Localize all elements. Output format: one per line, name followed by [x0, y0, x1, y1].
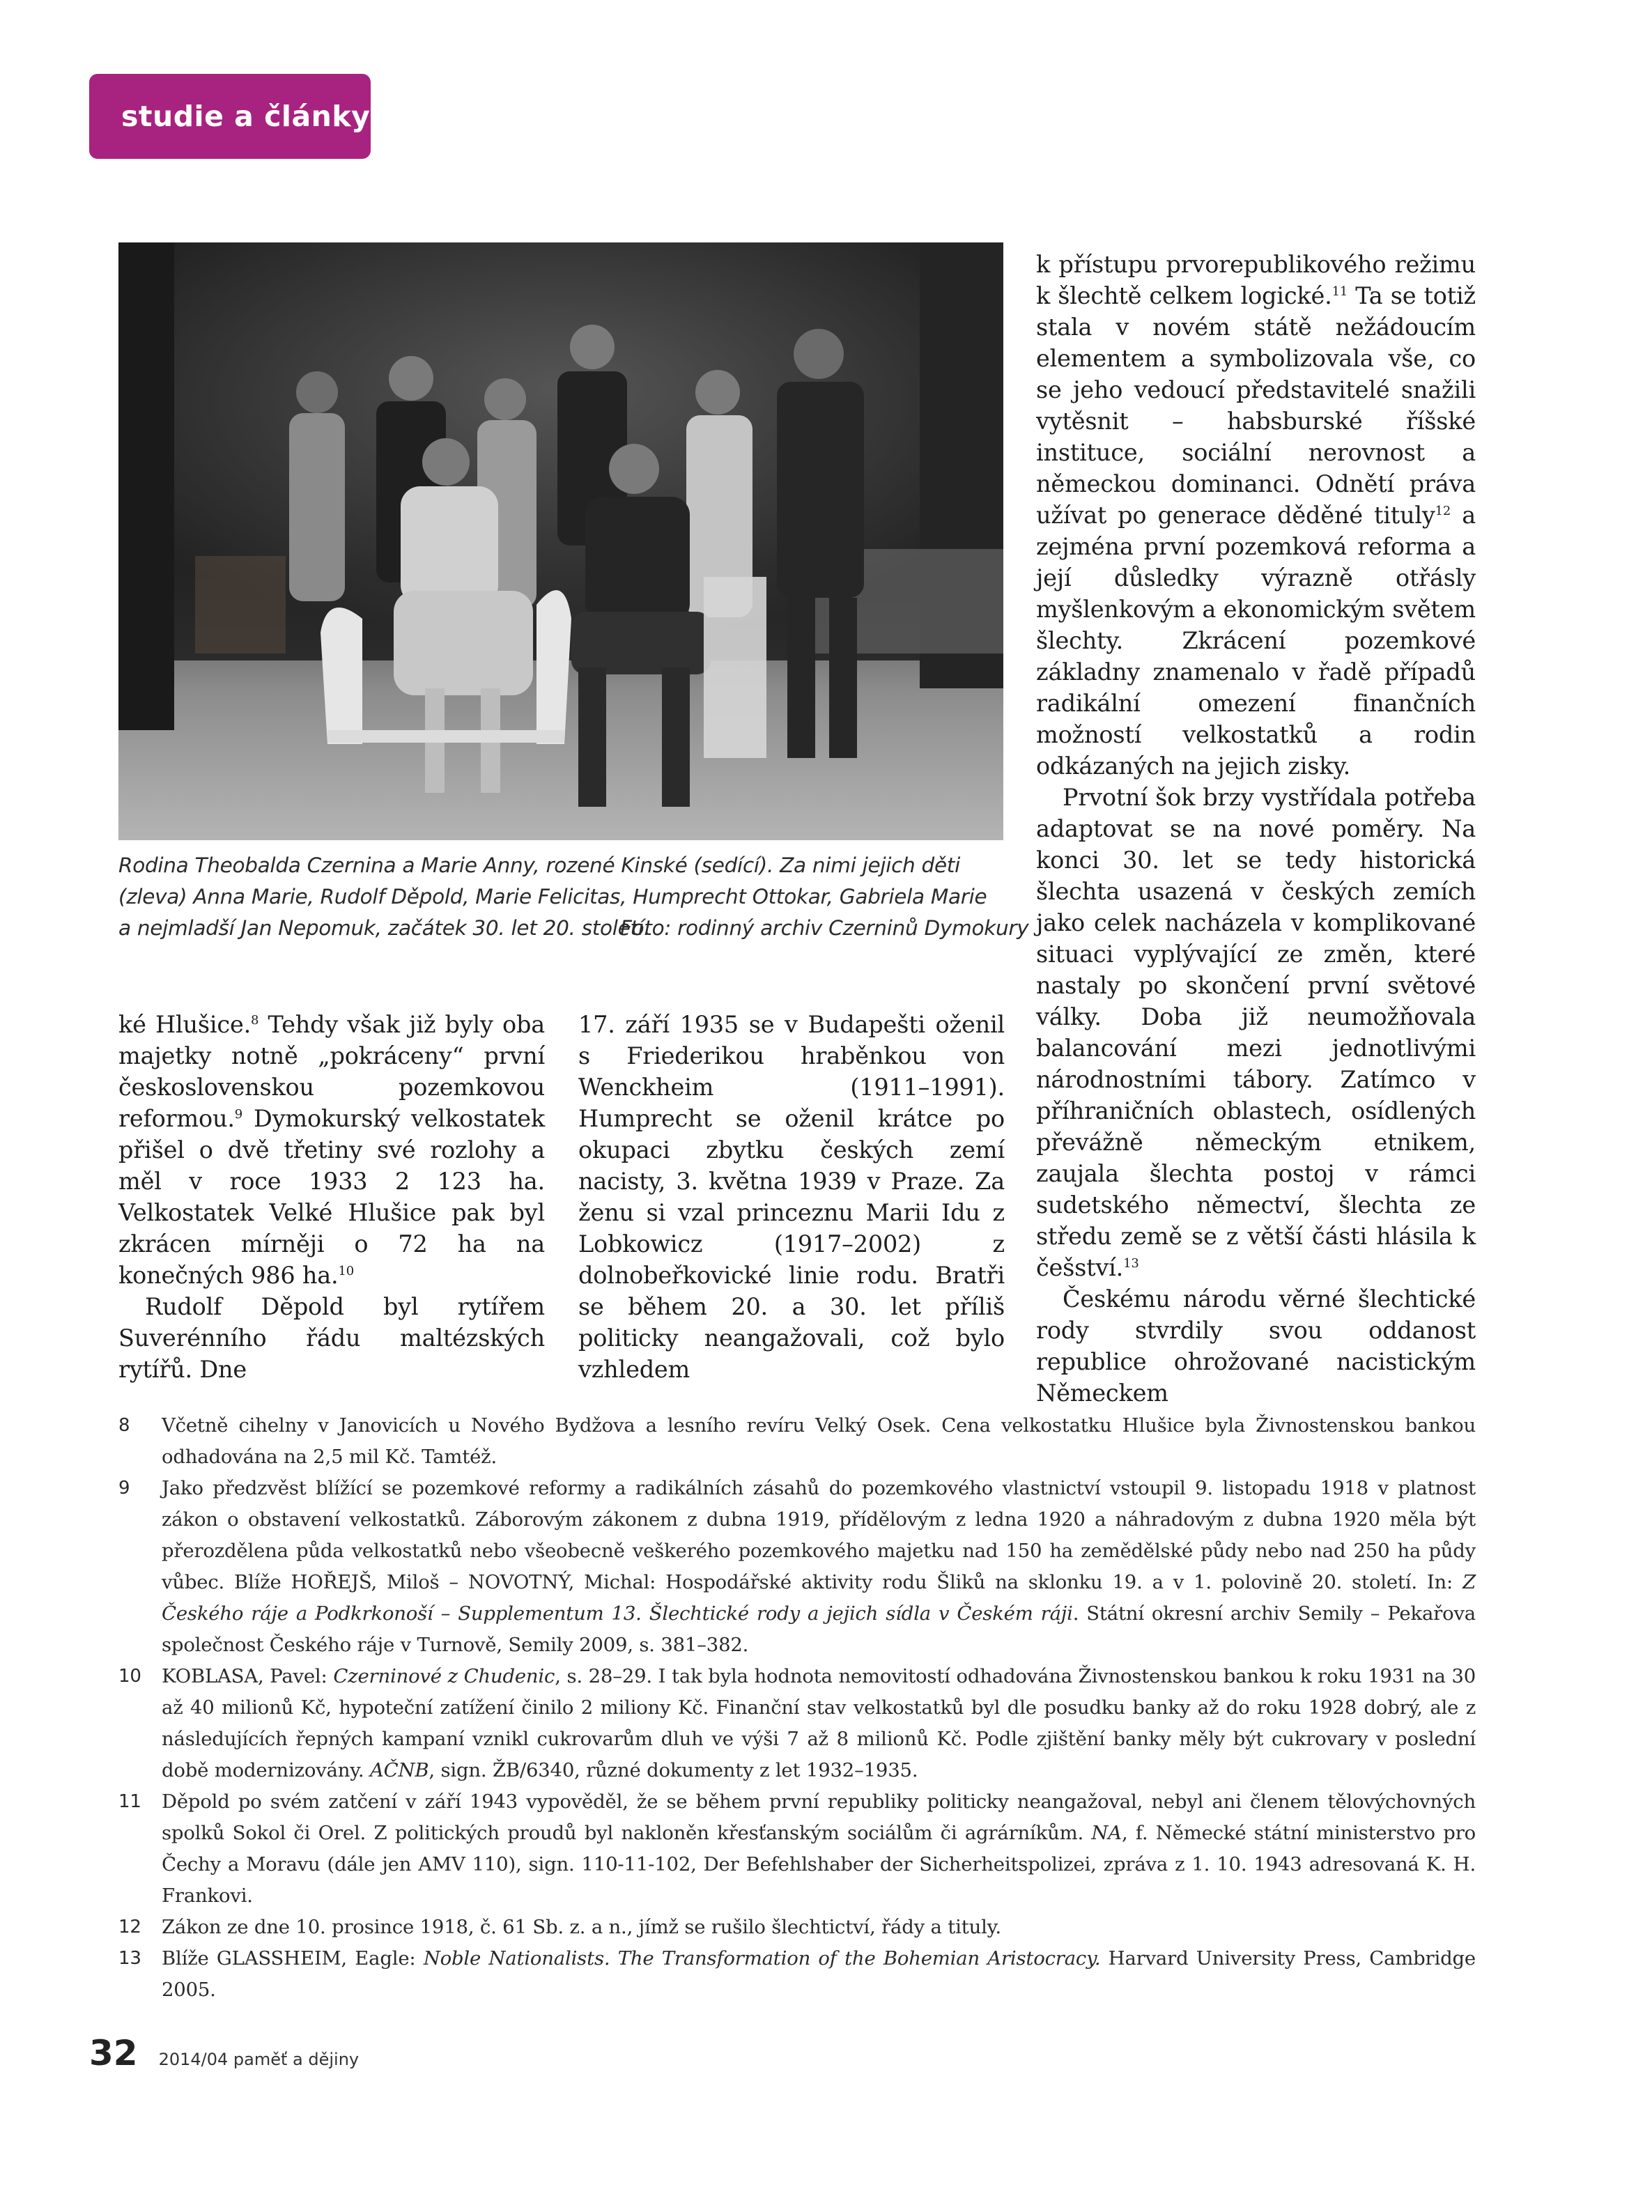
- caption-text: Rodina Theobalda Czernina a Marie Anny, rozené Kinské (sedící). Za nimi jejich děti (zleva) Anna Marie, Rudolf Děpold, Marie Felicitas, Humprecht Ottokar, Gabriela Marie a nejmladší Jan Nepomuk, začátek 30. let 20. století.: [118, 853, 987, 940]
- paragraph: 17. září 1935 se v Budapešti oženil s Friederikou hraběnkou von Wenckheim (1911–1991). Humprecht se oženil krátce po okupaci zbytku českých zemí nacisty, 3. května 1939 v Praze. Za ženu si vzal princeznu Marii Idu z Lobkowicz (1917–2002) z dolnobeřkovické linie rodu. Bratři se během 20. a 30. let příliš politicky neangažovali, což bylo vzhledem: [578, 1011, 1005, 1383]
- footnote-number: 9: [118, 1478, 130, 1499]
- footnote: [118, 1786, 1476, 1912]
- photo-caption: [118, 850, 1029, 944]
- text-run: KOBLASA, Pavel:: [162, 1665, 334, 1687]
- section-tag: studie a články: [89, 74, 371, 159]
- footnote: [118, 1473, 1476, 1661]
- footnote: [118, 1661, 1476, 1786]
- footnote-ref: 13: [1123, 1256, 1139, 1271]
- footnote-text: [162, 1943, 1476, 2006]
- text-run: Jako předzvěst blížící se pozemkové reformy a radikálních zásahů do pozemkového vlastnictví vstoupil 9. listopadu 1918 v platnost zákon o obstavení velkostatků. Záborovým zákonem z dubna 1919, přídělovým z ledna 1920 a náhradovým z dubna 1920 měla být přerozdělena půda velkostatků nebo všeobecně veškerého pozemkového majetku nad 150 ha zemědělské půdy nebo nad 250 ha půdy vůbec. Blíže HOŘEJŠ, Miloš – NOVOTNÝ, Michal: Hospodářské aktivity rodu Šliků na sklonku 19. a v 1. polovině 20. století. In:: [162, 1477, 1476, 1593]
- text-column-1: [118, 1009, 545, 1385]
- text-column-2: [578, 1009, 1005, 1385]
- paragraph: Rudolf Děpold byl rytířem Suverénního řádu maltézských rytířů. Dne: [118, 1293, 545, 1383]
- text-column-3: [1036, 249, 1476, 1409]
- text-run: Ta se totiž stala v novém státě nežádoucím elementem a symbolizovala vše, co se jeho vedoucí představitelé snažili vytěsnit – habsburské říšské instituce, sociální nerovnost a německou dominanci. Odnětí práva užívat po generace děděné tituly: [1036, 282, 1476, 529]
- text-run-italic: Z Českého ráje a Podkrkonoší – Supplementum 13. Šlechtické rody a jejich sídla v Českém ráji: [162, 1571, 1476, 1625]
- text-run-italic: NA: [1091, 1822, 1122, 1844]
- paragraph: [118, 1009, 545, 1291]
- text-run: , s. 28–29. I tak byla hodnota nemovitostí odhadována Živnostenskou bankou k roku 1931 na 30 až 40 milionů Kč, hypoteční zatížení činilo 2 miliony Kč. Finanční stav velkostatků byl dle posudku banky až do roku 1928 dobrý, ale z následujících řepných kampaní vznikl cukrovarům dluh ve výši 7 až 8 milionů Kč. Podle zjištění banky měly být cukrovary v poslední době modernizovány.: [162, 1665, 1476, 1781]
- footnote: [118, 1912, 1476, 1943]
- footnote-ref: 12: [1435, 504, 1451, 518]
- text-run: Harvard University Press, Cambridge 2005.: [162, 1947, 1476, 2001]
- text-run: Dymokurský velkostatek přišel o dvě třetiny své rozlohy a měl v roce 1933 2 123 ha. Velkostatek Velké Hlušice pak byl zkrácen mírněji o 72 ha na konečných 986 ha.: [118, 1105, 545, 1289]
- text-run: a zejména první pozemková reforma a její důsledky výrazně otřásly myšlenkovým a ekonomickým světem šlechty. Zkrácení pozemkové základny znamenalo v řadě případů radikální omezení finančních možností velkostatků a rodin odkázaných na jejich zisky.: [1036, 502, 1476, 780]
- photo-credit: Foto: rodinný archiv Czerninů Dymokury: [620, 916, 1029, 940]
- text-run: , f. Německé státní ministerstvo pro Čechy a Moravu (dále jen AMV 110), sign. 110-11-102, Der Befehlshaber der Sicherheitspolizei, zpráva z 1. 10. 1943 adresovaná K. H. Frankovi.: [162, 1822, 1476, 1907]
- paragraph: [1036, 249, 1476, 782]
- footnote-number: 13: [118, 1948, 141, 1969]
- footnote-text: [162, 1661, 1476, 1786]
- footnote-text: [162, 1473, 1476, 1661]
- footnote-ref: 8: [251, 1013, 259, 1028]
- footnote-number: 8: [118, 1415, 130, 1436]
- text-run: . Státní okresní archiv Semily – Pekařova společnost Českého ráje v Turnově, Semily 2009, s. 381–382.: [162, 1602, 1476, 1656]
- family-photo: [118, 242, 1003, 840]
- footnote-text: Zákon ze dne 10. prosince 1918, č. 61 Sb. z. a n., jímž se rušilo šlechtictví, řády a tituly.: [162, 1916, 1001, 1938]
- footnote-text: Včetně cihelny v Janovicích u Nového Bydžova a lesního revíru Velký Osek. Cena velkostatku Hlušice byla Živnostenskou bankou odhadována na 2,5 mil Kč. Tamtéž.: [162, 1414, 1476, 1468]
- family-photo-image: [118, 242, 1003, 840]
- page-footer: [89, 2033, 359, 2082]
- footnotes: [118, 1410, 1476, 2006]
- text-run: Blíže GLASSHEIM, Eagle:: [162, 1947, 424, 1970]
- text-run: k přístupu prvorepublikového režimu k šlechtě celkem logické.: [1036, 251, 1476, 309]
- text-run: ké Hlušice.: [118, 1011, 252, 1038]
- issue-label: 2014/04 paměť a dějiny: [158, 2050, 360, 2069]
- text-run-italic: Noble Nationalists. The Transformation of the Bohemian Aristocracy.: [423, 1947, 1101, 1970]
- footnote: [118, 1410, 1476, 1473]
- footnote: [118, 1943, 1476, 2006]
- paragraph: [1036, 782, 1476, 1283]
- text-run: , sign. ŽB/6340, různé dokumenty z let 1932–1935.: [429, 1759, 918, 1781]
- page-number: 32: [89, 2033, 138, 2073]
- text-run: Tehdy však již byly oba majetky notně „pokráceny“ první československou pozemkovou reformou.: [118, 1011, 545, 1132]
- footnote-number: 10: [118, 1666, 141, 1687]
- footnote-ref: 9: [234, 1107, 243, 1122]
- text-run: Děpold po svém zatčení v září 1943 vypověděl, že se během první republiky politicky neangažoval, nebyl ani členem tělovýchovných spolků Sokol či Orel. Z politických proudů byl nakloněn křesťanským sociálům či agrárníkům.: [162, 1791, 1476, 1844]
- footnote-text: [162, 1786, 1476, 1912]
- footnote-ref: 11: [1331, 284, 1348, 299]
- footnote-ref: 10: [338, 1264, 355, 1278]
- footnote-number: 12: [118, 1917, 141, 1938]
- text-run-italic: AČNB: [370, 1759, 429, 1781]
- text-run-italic: Czerninové z Chudenic: [333, 1665, 555, 1687]
- paragraph: Českému národu věrné šlechtické rody stvrdily svou oddanost republice ohrožované nacistickým Německem: [1036, 1285, 1476, 1407]
- text-run: Prvotní šok brzy vystřídala potřeba adaptovat se na nové poměry. Na konci 30. let se tedy historická šlechta usazená v českých zemích jako celek nacházela v komplikované situaci vyplývající ze změn, které nastaly po skončení první světové války. Doba již neumožňovala balancování mezi jednotlivými národnostními tábory. Zatímco v příhraničních oblastech, osídlených převážně německým etnikem, zaujala šlechta postoj v rámci sudetského němectví, šlechta ze středu země se z větší části hlásila k češství.: [1036, 784, 1476, 1281]
- footnote-number: 11: [118, 1791, 141, 1812]
